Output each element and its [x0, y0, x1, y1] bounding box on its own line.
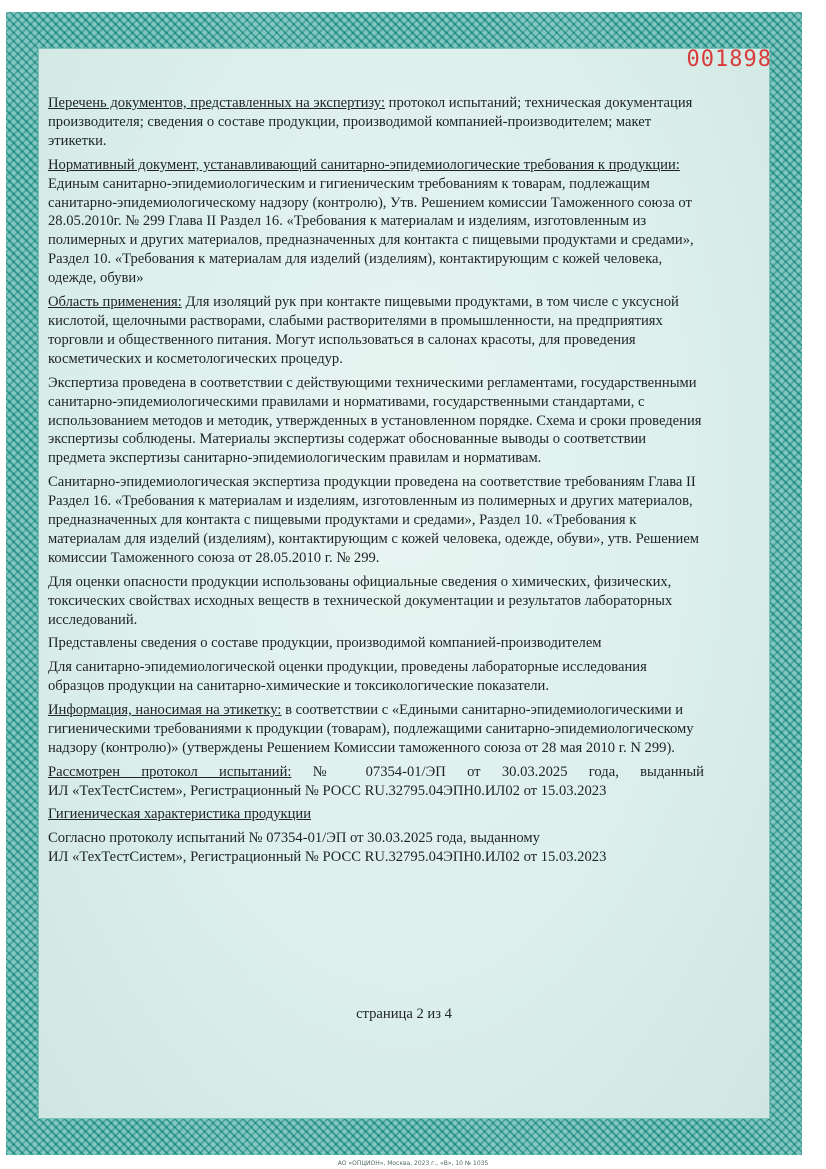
hygiene-heading: Гигиеническая характеристика продукции [48, 805, 312, 822]
paragraph-text: Представлены сведения о составе продукции, производимой компанией-производителем [48, 635, 602, 652]
paragraph-text: Экспертиза проведена в соответствии с действующими техническими регламентами, государственными санитарно-эпидемиологическими правилами и нормативами, государственными стандартами, с использованием методов и методик, утвержденных в установленном порядке. Схема и сроки проведения экспертизы соблюдены. Материалы экспертизы содержат обоснованные выводы о соответствии предмета экспертизы санитарно-эпидемиологическим правилам и нормативам. [48, 374, 702, 467]
page-number: страница 2 из 4 [356, 1006, 452, 1022]
serial-number: 001898 [686, 47, 772, 72]
paragraph-text: Для оценки опасности продукции использованы официальные сведения о химических, физических, токсических свойствах исходных веществ в технической документации и результатов лабораторных исследований. [48, 573, 673, 628]
paragraph-hazard [48, 573, 704, 630]
protocol-line-1 [48, 763, 704, 782]
paragraph-label: Информация, наносимая на этикетку: [48, 702, 282, 719]
hygiene-line-2: ИЛ «ТехТестСистем», Регистрационный № РОСС RU.32795.04ЭПН0.ИЛ02 от 15.03.2023 [48, 848, 607, 865]
paragraph-text: в соответствии с «Едиными санитарно-эпидемиологическими и гигиеническими требованиями к продукции (товарам), подлежащими санитарно-эпидемиологическому надзору (контролю)» (утверждены Решением Комиссии таможенного союза от 28 мая 2010 г. N 299). [48, 702, 694, 756]
protocol-line-1-text: № 07354-01/ЭП от 30.03.2025 года, выданный [291, 763, 704, 780]
paragraph-label: Нормативный документ, устанавливающий санитарно-эпидемиологические требования к продукции: [48, 156, 680, 173]
paragraph-protocol [48, 763, 704, 801]
paragraph-text: Санитарно-эпидемиологическая экспертиза продукции проведена на соответствие требованиям Глава II Раздел 16. «Требования к материалам и изделиям, изготовленным из полимерных и других материалов, предназначенных для контакта с пищевыми продуктами и средами», Раздел 10. «Требования к материалам для изделий (изделиям), контактирующим с кожей человека, одежде, обуви», утв. Решением комиссии Таможенного союза от 28.05.2010 г. № 299. [48, 474, 700, 566]
paragraph-scope [48, 293, 704, 369]
protocol-label: Рассмотрен протокол испытаний: [48, 763, 292, 780]
paragraph-normative [48, 156, 704, 288]
paragraph-text: Единым санитарно-эпидемиологическим и гигиеническим требованиям к товарам, подлежащим санитарно-эпидемиологическому надзору (контролю), Утв. Решением комиссии Таможенного союза от 28.05.2010г. № 299 Глава II Раздел 16. «Требования к материалам и изделиям, изготовленным из полимерных и других материалов, предназначенных для контакта с пищевыми продуктами и средами», Раздел 10. «Требования к материалам для изделий (изделиям), контактирующим с кожей человека, одежде, обуви» [48, 175, 694, 287]
document-body [48, 94, 704, 866]
paragraph-label-info [48, 701, 704, 758]
paragraph-hygiene [48, 805, 704, 867]
paragraph-label: Область применения: [48, 294, 182, 311]
printer-imprint: АО «ОПЦИОН», Москва, 2023 г., «В», 10 № 1035 [337, 1160, 489, 1167]
paragraph-text: протокол испытаний; техническая документация производителя; сведения о составе продукции, производимой компанией-производителем; макет этикетки. [48, 95, 693, 149]
paragraph-composition [48, 634, 704, 653]
paragraph-label: Перечень документов, представленных на экспертизу: [48, 95, 386, 111]
paragraph-text: Для санитарно-эпидемиологической оценки продукции, проведены лабораторные исследования образцов продукции на санитарно-химические и токсикологические показатели. [48, 659, 647, 695]
paragraph-documents [48, 94, 704, 151]
paragraph-text: Для изоляций рук при контакте пищевыми продуктами, в том числе с уксусной кислотой, щелочными растворами, слабыми растворителями в промышленности, на предприятиях торговли и общественного питания. Могут использоваться в салонах красоты, для проведения косметических и косметологических процедур. [48, 294, 679, 367]
paragraph-lab-tests [48, 658, 704, 696]
paragraph-expertise [48, 374, 704, 469]
hygiene-line-1: Согласно протоколу испытаний № 07354-01/ЭП от 30.03.2025 года, выданному [48, 829, 540, 846]
certificate-page [6, 12, 802, 1155]
paragraph-compliance [48, 473, 704, 568]
protocol-line-2: ИЛ «ТехТестСистем», Регистрационный № РОСС RU.32795.04ЭПН0.ИЛ02 от 15.03.2023 [48, 782, 607, 799]
